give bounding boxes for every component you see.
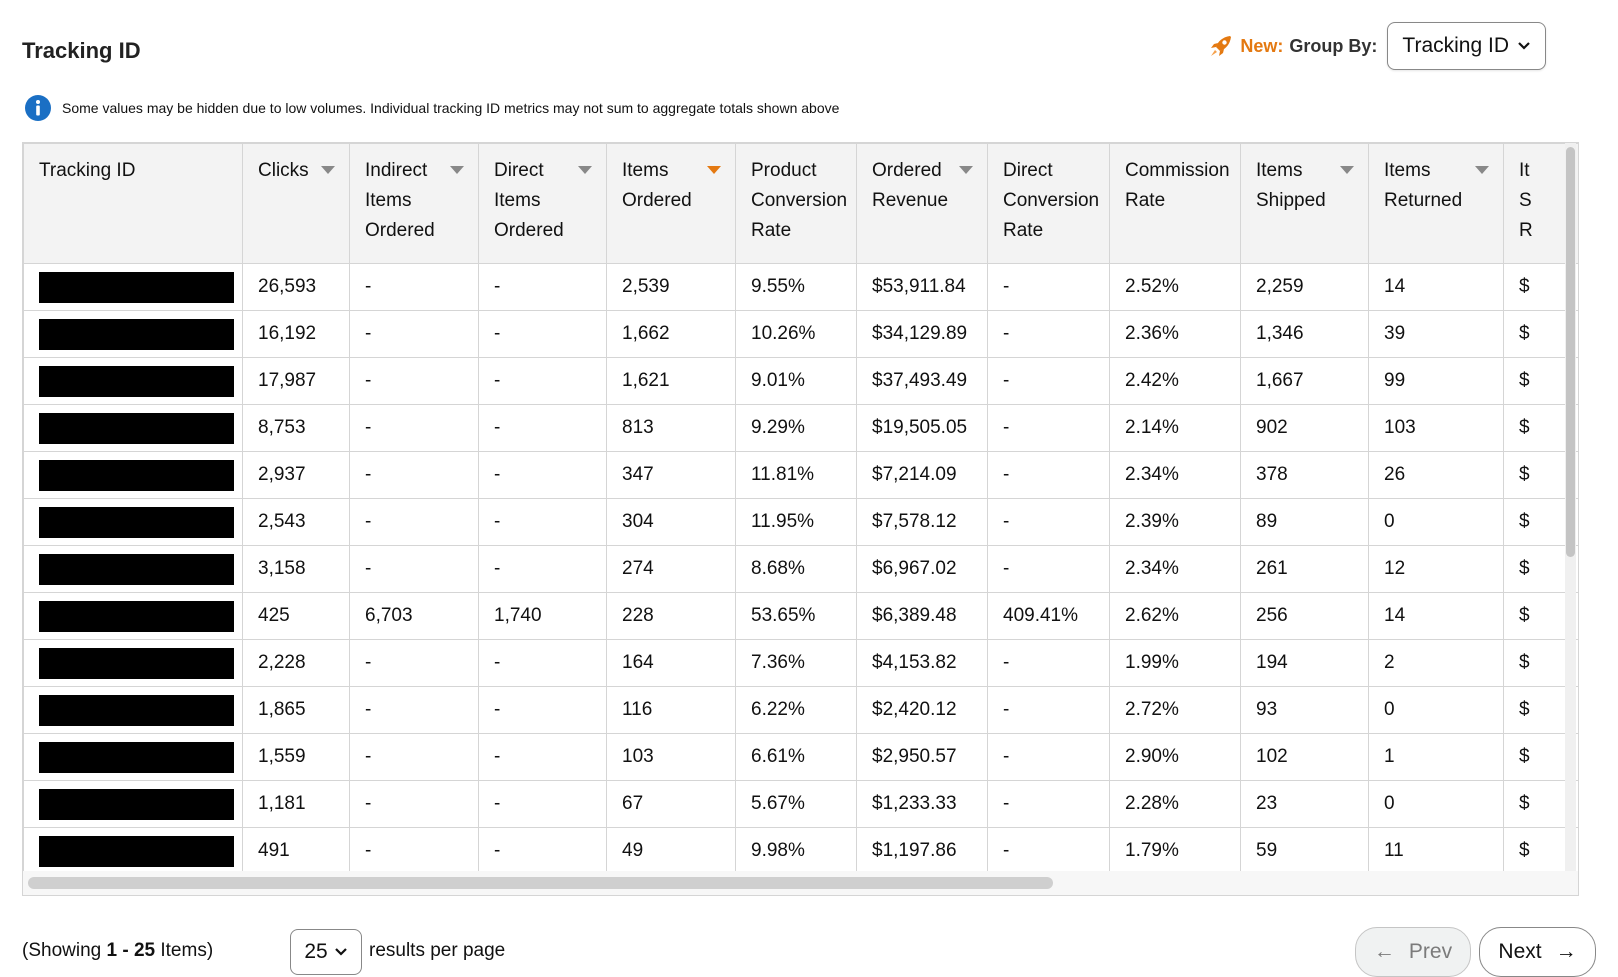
redacted-tracking-id: [39, 272, 234, 303]
sort-arrow-icon[interactable]: [321, 166, 335, 175]
clicks-cell: 1,181: [243, 781, 350, 828]
info-text: Some values may be hidden due to low volumes. Individual tracking ID metrics may not sum to aggregate totals shown above: [62, 100, 840, 116]
truncated-cell: $: [1504, 264, 1580, 311]
truncated-cell: $: [1504, 781, 1580, 828]
truncated-cell: $: [1504, 546, 1580, 593]
product-conversion-rate-cell: 9.29%: [736, 405, 857, 452]
items-ordered-cell: 1,662: [607, 311, 736, 358]
redacted-tracking-id: [39, 507, 234, 538]
redacted-tracking-id: [39, 554, 234, 585]
chevron-down-icon: [334, 947, 348, 957]
table-row: [24, 452, 1580, 499]
items-ordered-cell: 49: [607, 828, 736, 875]
table-row: [24, 828, 1580, 875]
sort-arrow-icon[interactable]: [1340, 166, 1354, 175]
indirect-items-ordered-cell: -: [350, 452, 479, 499]
direct-items-ordered-cell: -: [479, 405, 607, 452]
product-conversion-rate-cell: 6.61%: [736, 734, 857, 781]
items-returned-cell: 99: [1369, 358, 1504, 405]
items-ordered-cell: 1,621: [607, 358, 736, 405]
items-shipped-cell: 378: [1241, 452, 1369, 499]
tracking-id-cell: [24, 828, 243, 875]
col-header-direct-items-ordered[interactable]: Direct Items Ordered: [479, 144, 607, 264]
col-header-commission-rate[interactable]: Commission Rate: [1110, 144, 1241, 264]
col-header-direct-conversion-rate[interactable]: Direct Conversion Rate: [988, 144, 1110, 264]
items-returned-cell: 14: [1369, 593, 1504, 640]
tracking-id-cell: [24, 593, 243, 640]
col-header-clicks[interactable]: Clicks: [243, 144, 350, 264]
redacted-tracking-id: [39, 413, 234, 444]
commission-rate-cell: 2.39%: [1110, 499, 1241, 546]
commission-rate-cell: 2.28%: [1110, 781, 1241, 828]
items-returned-cell: 11: [1369, 828, 1504, 875]
redacted-tracking-id: [39, 789, 234, 820]
ordered-revenue-cell: $1,233.33: [857, 781, 988, 828]
direct-items-ordered-cell: -: [479, 687, 607, 734]
table-row: [24, 264, 1580, 311]
redacted-tracking-id: [39, 742, 234, 773]
product-conversion-rate-cell: 5.67%: [736, 781, 857, 828]
direct-items-ordered-cell: -: [479, 452, 607, 499]
items-shipped-cell: 256: [1241, 593, 1369, 640]
ordered-revenue-cell: $53,911.84: [857, 264, 988, 311]
sort-arrow-icon[interactable]: [578, 166, 592, 175]
items-ordered-cell: 813: [607, 405, 736, 452]
items-shipped-cell: 194: [1241, 640, 1369, 687]
truncated-cell: $: [1504, 405, 1580, 452]
per-page-select[interactable]: [290, 929, 362, 975]
prev-page-button[interactable]: [1355, 927, 1471, 977]
redacted-tracking-id: [39, 695, 234, 726]
vertical-scrollbar-thumb[interactable]: [1566, 147, 1575, 557]
ordered-revenue-cell: $6,389.48: [857, 593, 988, 640]
truncated-cell: $: [1504, 734, 1580, 781]
direct-conversion-rate-cell: -: [988, 640, 1110, 687]
tracking-id-cell: [24, 781, 243, 828]
group-by-control: [1208, 22, 1546, 70]
direct-conversion-rate-cell: -: [988, 405, 1110, 452]
direct-conversion-rate-cell: -: [988, 264, 1110, 311]
clicks-cell: 16,192: [243, 311, 350, 358]
items-shipped-cell: 93: [1241, 687, 1369, 734]
chevron-down-icon: [1517, 41, 1531, 51]
commission-rate-cell: 2.42%: [1110, 358, 1241, 405]
items-ordered-cell: 2,539: [607, 264, 736, 311]
ordered-revenue-cell: $34,129.89: [857, 311, 988, 358]
arrow-right-icon: →: [1555, 940, 1577, 963]
ordered-revenue-cell: $19,505.05: [857, 405, 988, 452]
info-notice: [24, 94, 839, 122]
direct-conversion-rate-cell: -: [988, 734, 1110, 781]
tracking-id-cell: [24, 687, 243, 734]
product-conversion-rate-cell: 9.98%: [736, 828, 857, 875]
vertical-scrollbar[interactable]: [1565, 143, 1576, 895]
product-conversion-rate-cell: 11.95%: [736, 499, 857, 546]
truncated-cell: $: [1504, 687, 1580, 734]
direct-items-ordered-cell: -: [479, 640, 607, 687]
ordered-revenue-cell: $37,493.49: [857, 358, 988, 405]
results-count: (Showing 1 - 25 Items): [22, 940, 214, 961]
commission-rate-cell: 1.99%: [1110, 640, 1241, 687]
prev-label: Prev: [1408, 940, 1453, 963]
tracking-id-cell: [24, 546, 243, 593]
items-shipped-cell: 2,259: [1241, 264, 1369, 311]
per-page-label: results per page: [369, 940, 506, 961]
table-row: [24, 734, 1580, 781]
redacted-tracking-id: [39, 648, 234, 679]
items-ordered-cell: 274: [607, 546, 736, 593]
table-row: [24, 546, 1580, 593]
table-body: [24, 264, 1580, 896]
items-ordered-cell: 347: [607, 452, 736, 499]
direct-conversion-rate-cell: -: [988, 499, 1110, 546]
indirect-items-ordered-cell: -: [350, 546, 479, 593]
tracking-id-cell: [24, 452, 243, 499]
truncated-cell: $: [1504, 499, 1580, 546]
clicks-cell: 3,158: [243, 546, 350, 593]
clicks-cell: 8,753: [243, 405, 350, 452]
arrow-left-icon: ←: [1373, 940, 1395, 963]
truncated-cell: $: [1504, 593, 1580, 640]
direct-conversion-rate-cell: -: [988, 358, 1110, 405]
product-conversion-rate-cell: 10.26%: [736, 311, 857, 358]
redacted-tracking-id: [39, 460, 234, 491]
commission-rate-cell: 2.62%: [1110, 593, 1241, 640]
tracking-id-cell: [24, 499, 243, 546]
direct-conversion-rate-cell: -: [988, 828, 1110, 875]
ordered-revenue-cell: $7,578.12: [857, 499, 988, 546]
commission-rate-cell: 2.36%: [1110, 311, 1241, 358]
items-ordered-cell: 67: [607, 781, 736, 828]
ordered-revenue-cell: $1,197.86: [857, 828, 988, 875]
direct-items-ordered-cell: -: [479, 311, 607, 358]
page-title: Tracking ID: [22, 38, 141, 63]
items-returned-cell: 0: [1369, 499, 1504, 546]
direct-items-ordered-cell: -: [479, 358, 607, 405]
commission-rate-cell: 2.52%: [1110, 264, 1241, 311]
group-by-label: Group By:: [1289, 35, 1378, 56]
product-conversion-rate-cell: 9.01%: [736, 358, 857, 405]
truncated-cell: $: [1504, 311, 1580, 358]
redacted-tracking-id: [39, 836, 234, 867]
items-shipped-cell: 59: [1241, 828, 1369, 875]
product-conversion-rate-cell: 7.36%: [736, 640, 857, 687]
ordered-revenue-cell: $7,214.09: [857, 452, 988, 499]
items-returned-cell: 14: [1369, 264, 1504, 311]
direct-conversion-rate-cell: -: [988, 546, 1110, 593]
rocket-icon: [1208, 33, 1234, 59]
col-header-ordered-revenue[interactable]: Ordered Revenue: [857, 144, 988, 264]
col-header-indirect-items-ordered[interactable]: Indirect Items Ordered: [350, 144, 479, 264]
clicks-cell: 2,228: [243, 640, 350, 687]
items-shipped-cell: 902: [1241, 405, 1369, 452]
group-by-select[interactable]: [1387, 22, 1546, 70]
product-conversion-rate-cell: 9.55%: [736, 264, 857, 311]
table-row: [24, 358, 1580, 405]
commission-rate-cell: 2.34%: [1110, 452, 1241, 499]
group-by-value: Tracking ID: [1402, 34, 1509, 57]
items-returned-cell: 103: [1369, 405, 1504, 452]
per-page-value: 25: [304, 940, 328, 963]
next-page-button[interactable]: [1479, 927, 1596, 977]
truncated-cell: $: [1504, 828, 1580, 875]
col-header-items-shipped[interactable]: Items Shipped: [1241, 144, 1369, 264]
indirect-items-ordered-cell: -: [350, 264, 479, 311]
clicks-cell: 2,937: [243, 452, 350, 499]
ordered-revenue-cell: $6,967.02: [857, 546, 988, 593]
indirect-items-ordered-cell: -: [350, 640, 479, 687]
table-row: [24, 311, 1580, 358]
direct-conversion-rate-cell: -: [988, 311, 1110, 358]
items-ordered-cell: 228: [607, 593, 736, 640]
items-returned-cell: 1: [1369, 734, 1504, 781]
items-returned-cell: 2: [1369, 640, 1504, 687]
sort-arrow-icon[interactable]: [1475, 166, 1489, 175]
clicks-cell: 1,559: [243, 734, 350, 781]
direct-conversion-rate-cell: 409.41%: [988, 593, 1110, 640]
clicks-cell: 491: [243, 828, 350, 875]
items-ordered-cell: 103: [607, 734, 736, 781]
commission-rate-cell: 2.14%: [1110, 405, 1241, 452]
sort-arrow-active-icon[interactable]: [707, 166, 721, 175]
items-returned-cell: 39: [1369, 311, 1504, 358]
tracking-id-cell: [24, 311, 243, 358]
clicks-cell: 2,543: [243, 499, 350, 546]
table-header-row: [24, 144, 1580, 264]
items-shipped-cell: 1,346: [1241, 311, 1369, 358]
clicks-cell: 425: [243, 593, 350, 640]
horizontal-scrollbar[interactable]: [23, 871, 1578, 895]
sort-arrow-icon[interactable]: [959, 166, 973, 175]
ordered-revenue-cell: $2,950.57: [857, 734, 988, 781]
tracking-id-cell: [24, 640, 243, 687]
table-row: [24, 405, 1580, 452]
indirect-items-ordered-cell: -: [350, 828, 479, 875]
col-header-items-returned[interactable]: Items Returned: [1369, 144, 1504, 264]
table-row: [24, 781, 1580, 828]
items-ordered-cell: 304: [607, 499, 736, 546]
direct-items-ordered-cell: -: [479, 264, 607, 311]
commission-rate-cell: 2.34%: [1110, 546, 1241, 593]
tracking-id-cell: [24, 405, 243, 452]
horizontal-scrollbar-thumb[interactable]: [28, 877, 1053, 889]
direct-items-ordered-cell: -: [479, 828, 607, 875]
items-shipped-cell: 89: [1241, 499, 1369, 546]
tracking-id-cell: [24, 264, 243, 311]
direct-conversion-rate-cell: -: [988, 687, 1110, 734]
indirect-items-ordered-cell: -: [350, 311, 479, 358]
clicks-cell: 17,987: [243, 358, 350, 405]
col-header-tracking-id[interactable]: Tracking ID: [24, 144, 243, 264]
commission-rate-cell: 2.72%: [1110, 687, 1241, 734]
info-icon: [24, 94, 52, 122]
items-returned-cell: 26: [1369, 452, 1504, 499]
items-shipped-cell: 1,667: [1241, 358, 1369, 405]
redacted-tracking-id: [39, 319, 234, 350]
commission-rate-cell: 2.90%: [1110, 734, 1241, 781]
col-header-product-conversion-rate[interactable]: Product Conversion Rate: [736, 144, 857, 264]
clicks-cell: 26,593: [243, 264, 350, 311]
tracking-id-cell: [24, 734, 243, 781]
redacted-tracking-id: [39, 601, 234, 632]
items-shipped-cell: 23: [1241, 781, 1369, 828]
items-ordered-cell: 164: [607, 640, 736, 687]
tracking-id-cell: [24, 358, 243, 405]
col-header-truncated[interactable]: It S R: [1504, 144, 1580, 264]
ordered-revenue-cell: $2,420.12: [857, 687, 988, 734]
items-shipped-cell: 261: [1241, 546, 1369, 593]
direct-items-ordered-cell: -: [479, 499, 607, 546]
redacted-tracking-id: [39, 366, 234, 397]
next-label: Next: [1498, 940, 1542, 963]
product-conversion-rate-cell: 11.81%: [736, 452, 857, 499]
direct-items-ordered-cell: -: [479, 734, 607, 781]
sort-arrow-icon[interactable]: [450, 166, 464, 175]
new-label: New:: [1240, 35, 1284, 56]
tracking-table: [23, 143, 1579, 896]
table-row: [24, 499, 1580, 546]
tracking-table-container[interactable]: [22, 142, 1579, 896]
items-returned-cell: 0: [1369, 781, 1504, 828]
clicks-cell: 1,865: [243, 687, 350, 734]
direct-conversion-rate-cell: -: [988, 781, 1110, 828]
indirect-items-ordered-cell: -: [350, 358, 479, 405]
truncated-cell: $: [1504, 640, 1580, 687]
ordered-revenue-cell: $4,153.82: [857, 640, 988, 687]
col-header-items-ordered[interactable]: Items Ordered: [607, 144, 736, 264]
commission-rate-cell: 1.79%: [1110, 828, 1241, 875]
direct-items-ordered-cell: -: [479, 546, 607, 593]
indirect-items-ordered-cell: -: [350, 781, 479, 828]
product-conversion-rate-cell: 6.22%: [736, 687, 857, 734]
truncated-cell: $: [1504, 452, 1580, 499]
table-row: [24, 593, 1580, 640]
product-conversion-rate-cell: 8.68%: [736, 546, 857, 593]
table-row: [24, 640, 1580, 687]
indirect-items-ordered-cell: -: [350, 734, 479, 781]
indirect-items-ordered-cell: 6,703: [350, 593, 479, 640]
indirect-items-ordered-cell: -: [350, 405, 479, 452]
table-row: [24, 687, 1580, 734]
items-shipped-cell: 102: [1241, 734, 1369, 781]
items-ordered-cell: 116: [607, 687, 736, 734]
truncated-cell: $: [1504, 358, 1580, 405]
items-returned-cell: 0: [1369, 687, 1504, 734]
direct-items-ordered-cell: -: [479, 781, 607, 828]
indirect-items-ordered-cell: -: [350, 499, 479, 546]
indirect-items-ordered-cell: -: [350, 687, 479, 734]
product-conversion-rate-cell: 53.65%: [736, 593, 857, 640]
direct-conversion-rate-cell: -: [988, 452, 1110, 499]
direct-items-ordered-cell: 1,740: [479, 593, 607, 640]
items-returned-cell: 12: [1369, 546, 1504, 593]
